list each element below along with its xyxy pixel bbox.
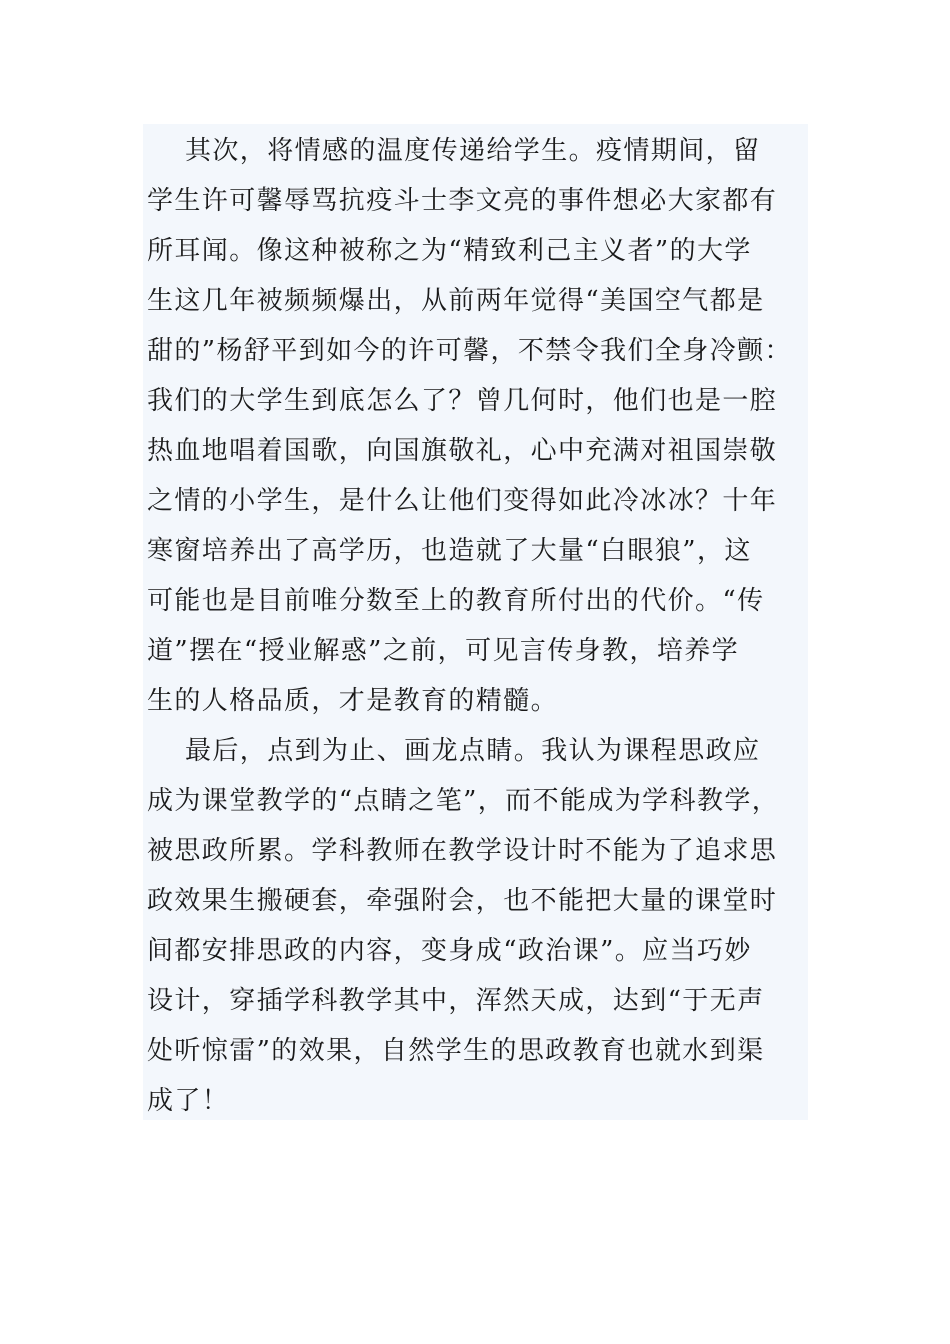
paragraph-2-line-1: 最后，点到为止、画龙点睛。我认为课程思政应 <box>185 736 761 766</box>
paragraph-2-line-5: 间都安排思政的内容，变身成“政治课”。应当巧妙 <box>147 936 752 966</box>
paragraph-2-line-3: 被思政所累。学科教师在教学设计时不能为了追求思 <box>147 836 778 866</box>
paragraph-1-line-5: 甜的”杨舒平到如今的许可馨，不禁令我们全身冷颤： <box>147 336 792 366</box>
paragraph-1-line-1: 其次，将情感的温度传递给学生。疫情期间，留 <box>185 136 761 166</box>
paragraph-1-line-12: 生的人格品质，才是教育的精髓。 <box>147 686 559 716</box>
paragraph-2-line-6: 设计，穿插学科教学其中，浑然天成，达到“于无声 <box>147 986 765 1016</box>
paragraph-1-line-9: 寒窗培养出了高学历，也造就了大量“白眼狼”，这 <box>147 536 752 566</box>
text-block <box>143 124 808 1120</box>
paragraph-1-line-3: 所耳闻。像这种被称之为“精致利己主义者”的大学 <box>147 236 752 266</box>
paragraph-1-line-2: 学生许可馨辱骂抗疫斗士李文亮的事件想必大家都有 <box>147 186 778 216</box>
paragraph-1-line-7: 热血地唱着国歌，向国旗敬礼，心中充满对祖国崇敬 <box>147 436 778 466</box>
paragraph-1-line-11: 道”摆在“授业解惑”之前，可见言传身教，培养学 <box>147 636 740 666</box>
paragraph-2-line-8: 成了！ <box>147 1086 230 1116</box>
paragraph-1-line-8: 之情的小学生，是什么让他们变得如此冷冰冰？十年 <box>147 486 778 516</box>
paragraph-2-line-7: 处听惊雷”的效果，自然学生的思政教育也就水到渠 <box>147 1036 765 1066</box>
paragraph-2-line-4: 政效果生搬硬套，牵强附会，也不能把大量的课堂时 <box>147 886 778 916</box>
paragraph-2-line-2: 成为课堂教学的“点睛之笔”，而不能成为学科教学， <box>147 786 780 816</box>
paragraph-1-line-10: 可能也是目前唯分数至上的教育所付出的代价。“传 <box>147 586 765 616</box>
paragraph-1-line-4: 生这几年被频频爆出，从前两年觉得“美国空气都是 <box>147 286 765 316</box>
paragraph-1-line-6: 我们的大学生到底怎么了？曾几何时，他们也是一腔 <box>147 386 778 416</box>
